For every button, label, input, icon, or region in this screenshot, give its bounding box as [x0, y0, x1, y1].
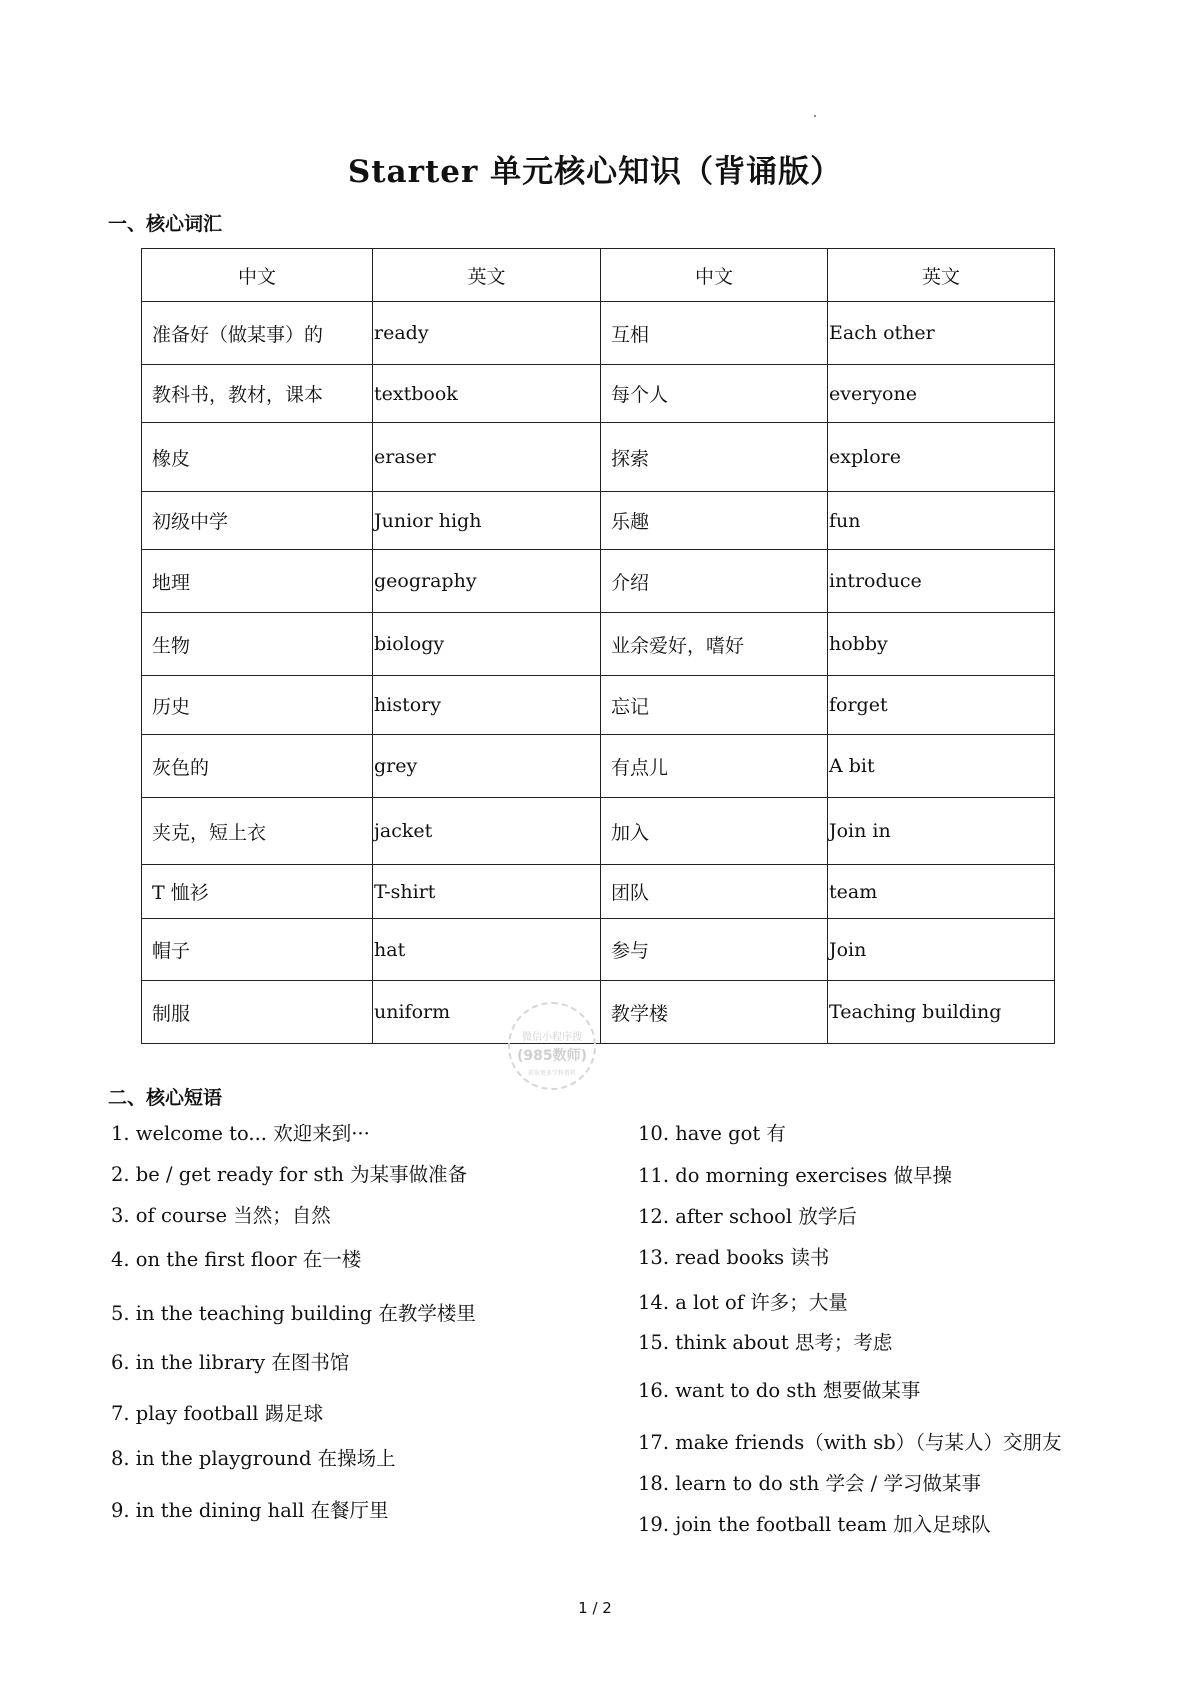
- cell-chinese: 历史: [142, 676, 373, 735]
- table-row: [142, 676, 1055, 735]
- phrase-item: 7. play football 踢足球: [111, 1402, 324, 1425]
- cell-chinese: 乐趣: [601, 492, 828, 550]
- cell-english: uniform: [373, 981, 601, 1044]
- cell-chinese: 探索: [601, 423, 828, 492]
- cell-english: history: [373, 676, 601, 735]
- phrase-item: 5. in the teaching building 在教学楼里: [111, 1302, 476, 1325]
- cell-chinese: 教学楼: [601, 981, 828, 1044]
- cell-chinese: 每个人: [601, 365, 828, 423]
- watermark-stamp: 微信小程序搜 (985数师) 获取更多学科资料: [508, 1002, 596, 1090]
- cell-english: jacket: [373, 798, 601, 865]
- cell-english: Junior high: [373, 492, 601, 550]
- cell-english: fun: [828, 492, 1055, 550]
- cell-chinese: 忘记: [601, 676, 828, 735]
- stray-dot: [814, 115, 816, 117]
- header-chinese-2: 中文: [601, 249, 828, 302]
- cell-english: A bit: [828, 735, 1055, 798]
- cell-english: team: [828, 865, 1055, 919]
- table-row: [142, 798, 1055, 865]
- cell-chinese: 准备好（做某事）的: [142, 302, 373, 365]
- table-row: [142, 981, 1055, 1044]
- cell-english: ready: [373, 302, 601, 365]
- header-chinese-1: 中文: [142, 249, 373, 302]
- header-english-1: 英文: [373, 249, 601, 302]
- cell-chinese: 灰色的: [142, 735, 373, 798]
- table-row: [142, 735, 1055, 798]
- cell-english: explore: [828, 423, 1055, 492]
- cell-chinese: 夹克，短上衣: [142, 798, 373, 865]
- phrase-item: 17. make friends（with sb）（与某人）交朋友: [638, 1431, 1062, 1454]
- cell-chinese: 制服: [142, 981, 373, 1044]
- cell-chinese: 有点儿: [601, 735, 828, 798]
- section-heading-vocabulary: 一、核心词汇: [108, 213, 223, 235]
- phrase-item: 6. in the library 在图书馆: [111, 1351, 350, 1374]
- phrase-item: 19. join the football team 加入足球队: [638, 1513, 991, 1536]
- cell-english: T-shirt: [373, 865, 601, 919]
- cell-chinese: 团队: [601, 865, 828, 919]
- cell-english: Join in: [828, 798, 1055, 865]
- cell-chinese: 加入: [601, 798, 828, 865]
- table-row: [142, 613, 1055, 676]
- cell-chinese: 介绍: [601, 550, 828, 613]
- cell-chinese: 初级中学: [142, 492, 373, 550]
- phrase-item: 16. want to do sth 想要做某事: [638, 1379, 921, 1402]
- table-row: [142, 919, 1055, 981]
- phrase-item: 8. in the playground 在操场上: [111, 1447, 396, 1470]
- phrase-item: 4. on the first floor 在一楼: [111, 1248, 362, 1271]
- phrase-item: 11. do morning exercises 做早操: [638, 1164, 953, 1187]
- cell-english: Teaching building: [828, 981, 1055, 1044]
- cell-chinese: 橡皮: [142, 423, 373, 492]
- phrase-item: 18. learn to do sth 学会 / 学习做某事: [638, 1472, 981, 1495]
- phrase-item: 9. in the dining hall 在餐厅里: [111, 1499, 389, 1522]
- page-title: Starter 单元核心知识（背诵版）: [347, 154, 843, 190]
- cell-chinese: 帽子: [142, 919, 373, 981]
- cell-chinese: 参与: [601, 919, 828, 981]
- cell-english: eraser: [373, 423, 601, 492]
- cell-chinese: 互相: [601, 302, 828, 365]
- phrase-item: 13. read books 读书: [638, 1246, 830, 1269]
- table-row: [142, 492, 1055, 550]
- phrase-item: 1. welcome to... 欢迎来到···: [111, 1122, 370, 1145]
- table-row: [142, 865, 1055, 919]
- table-row: [142, 302, 1055, 365]
- cell-english: hobby: [828, 613, 1055, 676]
- cell-chinese: 地理: [142, 550, 373, 613]
- table-row: [142, 423, 1055, 492]
- page-number: 1 / 2: [578, 1599, 612, 1617]
- vocabulary-table-body: [142, 302, 1055, 1044]
- header-english-2: 英文: [828, 249, 1055, 302]
- phrase-item: 12. after school 放学后: [638, 1205, 857, 1228]
- cell-english: everyone: [828, 365, 1055, 423]
- cell-english: Join: [828, 919, 1055, 981]
- cell-chinese: T 恤衫: [142, 865, 373, 919]
- section-heading-phrases: 二、核心短语: [108, 1087, 223, 1109]
- vocabulary-table: [141, 248, 1055, 1044]
- cell-english: biology: [373, 613, 601, 676]
- cell-english: grey: [373, 735, 601, 798]
- phrase-item: 3. of course 当然；自然: [111, 1204, 331, 1227]
- phrase-item: 2. be / get ready for sth 为某事做准备: [111, 1163, 468, 1186]
- cell-english: geography: [373, 550, 601, 613]
- cell-chinese: 生物: [142, 613, 373, 676]
- cell-english: Each other: [828, 302, 1055, 365]
- table-header-row: [142, 249, 1055, 302]
- cell-english: textbook: [373, 365, 601, 423]
- phrase-item: 14. a lot of 许多；大量: [638, 1291, 848, 1314]
- phrase-item: 10. have got 有: [638, 1122, 786, 1145]
- cell-english: forget: [828, 676, 1055, 735]
- table-row: [142, 365, 1055, 423]
- cell-english: introduce: [828, 550, 1055, 613]
- cell-chinese: 教科书，教材，课本: [142, 365, 373, 423]
- phrase-item: 15. think about 思考；考虑: [638, 1331, 893, 1354]
- cell-chinese: 业余爱好，嗜好: [601, 613, 828, 676]
- table-row: [142, 550, 1055, 613]
- cell-english: hat: [373, 919, 601, 981]
